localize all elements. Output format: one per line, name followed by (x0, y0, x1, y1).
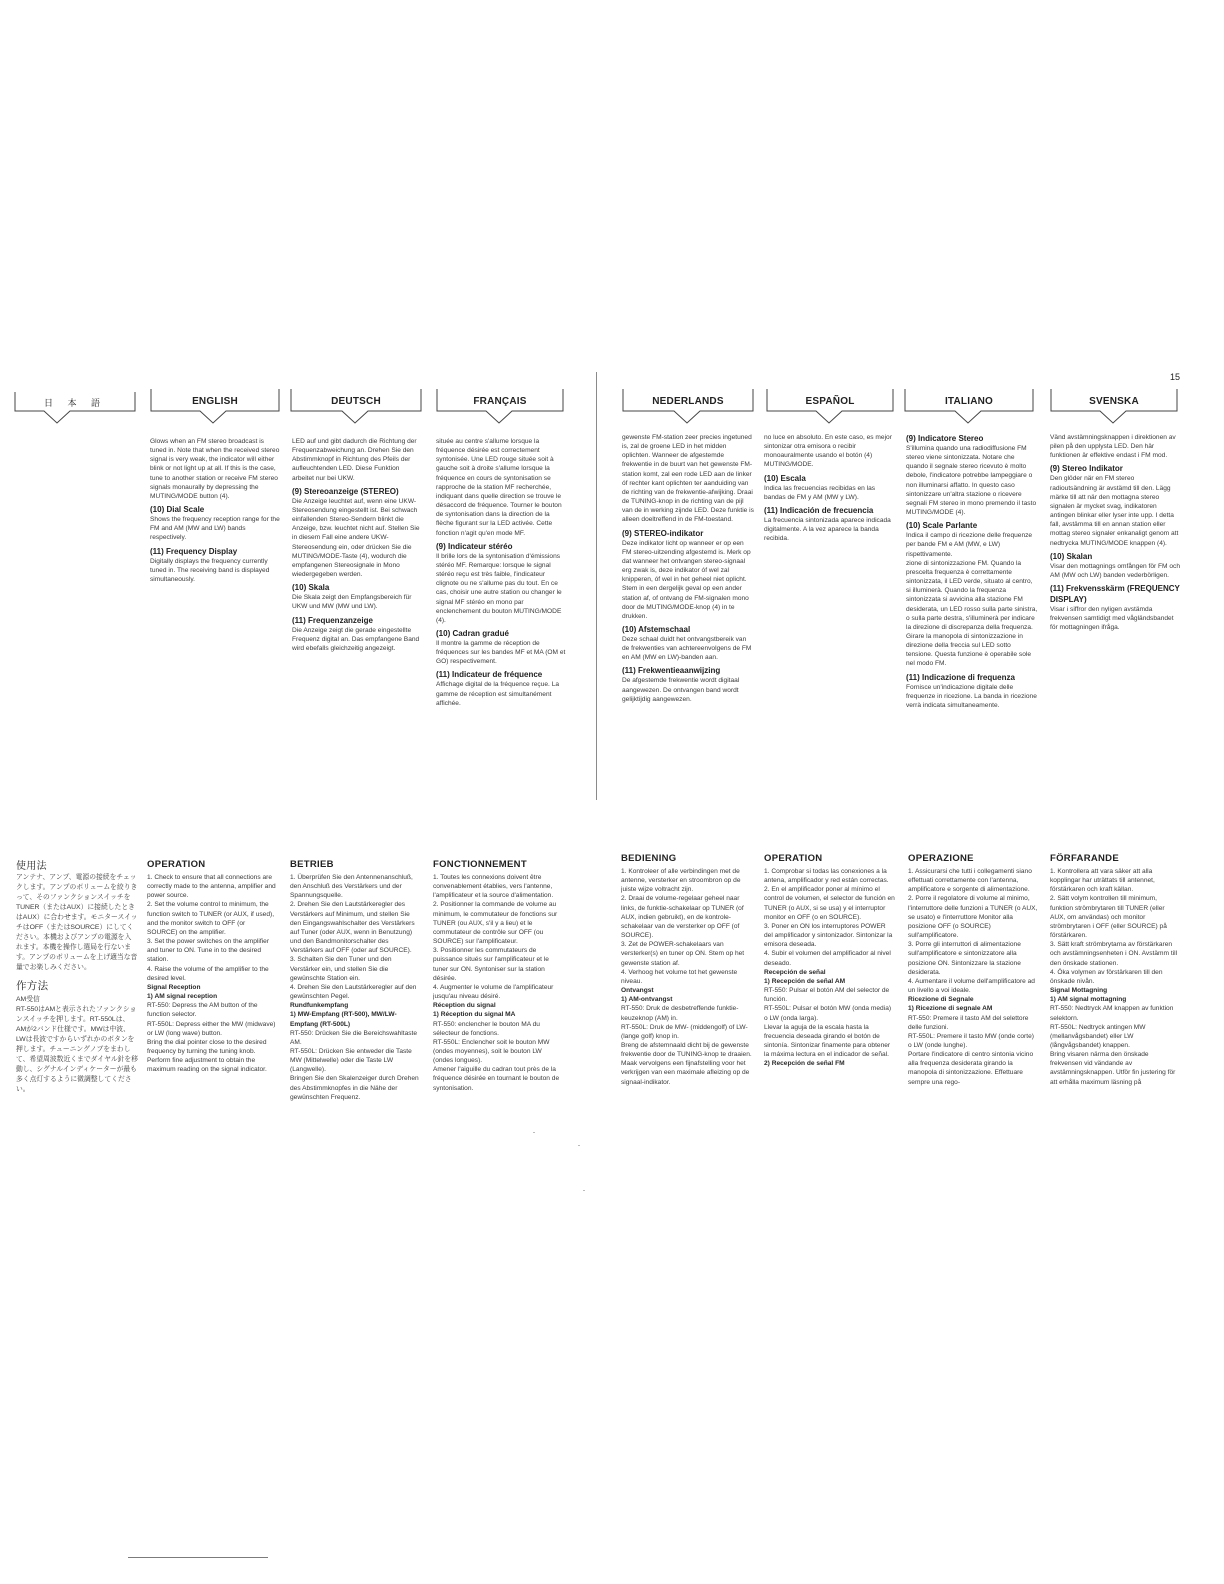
tab-label: NEDERLANDS (652, 396, 724, 407)
section-title-operation-jp: 作方法 (16, 980, 49, 992)
tab-svenska (1050, 389, 1178, 429)
step-4: 4. Augmenter le volume de l'amplificateur jusqu'au niveau désiré. (433, 983, 554, 1001)
subheading: 2) Recepción de señal FM (764, 1060, 845, 1068)
page-divider (596, 372, 597, 800)
step-2: 2. En el amplificador poner al mínimo el control de volumen, el selector de función en TUNER (o AUX, si se usa) y el interruptor monitor en OFF (o en SOURCE). (764, 886, 895, 921)
step-4: 4. Raise the volume of the amplifier to the desired level. (147, 965, 269, 982)
top-column-francais (436, 437, 566, 797)
page-number: 15 (1170, 372, 1181, 382)
heading-indicatore-stereo: (9) Indicatore Stereo (906, 434, 984, 443)
top-column-italiano (906, 433, 1038, 803)
tab-label: ITALIANO (944, 396, 994, 407)
step-3: 3. Zet de POWER-schakelaars van versterker(s) en tuner op ON. Stem op het gewenste station af. (621, 941, 745, 967)
paragraph: Glows when an FM stereo broadcast is tuned in. Note that when the received stereo signal is very weak, the indicator will either blink or not light up at all. If this is the case, tune to another station or receive FM stereo signals monaurally by depressing the MUTING/MODE button (4). (150, 438, 280, 500)
paragraph: Amener l'aiguille du cadran tout près de la fréquence désirée en tournant le bouton de syntonisation. (433, 1066, 560, 1092)
tab-frame (904, 389, 1034, 425)
bottom-column-deutsch (290, 873, 420, 1163)
heading-scale-parlante: (10) Scale Parlante (906, 521, 978, 531)
paragraph: Digitally displays the frequency currently tuned in. The receiving band is displayed simultaneously. (150, 557, 270, 583)
paragraph: LED auf und gibt dadurch die Richtung der Frequenzabweichung an. Drehen Sie den Abstimmknopf in Richtung des Pfeils der aufleuchtenden LED. Diese Funktion arbeitet nur bei UKW. (292, 438, 417, 482)
section-title-english: OPERATION (147, 859, 206, 870)
paragraph: RT-550: Nedtryck AM knappen av funktion selektorn. (1050, 1005, 1174, 1022)
step-4: 4. Öka volymen av förstärkaren till den önskade nivån. (1050, 968, 1163, 985)
step-2: 2. Positionner la commande de volume au minimum, le commutateur de fonctions sur TUNER (ou AUX, s'il y a lieu) et le commutateur de contrôle sur OFF (ou SOURCE) sur l'amplificateur. (433, 901, 558, 946)
paragraph: Portare l'indicatore di centro sintonia vicino alla frequenza desiderata girando la manopola di sintonizzazione. Effettuare sempre una rego- (908, 1051, 1034, 1086)
step-2: 2. Porre il regolatore di volume al minimo, l'interruttore delle funzioni a TUNER (o AUX, se usato) e l'interruttore Monitor alla posizione OFF (o SOURCE) sull'amplificatore. (908, 895, 1038, 940)
subheading: 1) AM signal mottagning (1050, 996, 1127, 1004)
top-column-espanol (764, 433, 894, 633)
paragraph: RT-550L: Premere il tasto MW (onde corte) o LW (onde lunghe). (908, 1032, 1034, 1049)
paragraph: Die Anzeige leuchtet auf, wenn eine UKW-Stereosendung eingestellt ist. Bei schwach einfallenden Stereo-Sendern blinkt die Anzeige, bzw. leuchtet nicht auf. Stellen Sie in diesem Fall eine andere UKW-Stereosendung ein, oder drücken Sie die MUTING/MODE-Taste (4), wodurch die empfangenen Stereosignale in Mono wiedergegeben werden. (292, 497, 420, 579)
paragraph: RT-550: Drücken Sie die Bereichswahltaste AM. (290, 1029, 418, 1046)
bottom-column-espanol (764, 867, 896, 1157)
paragraph: Die Anzeige zeigt die gerade eingestellte Frequenz digital an. Das empfangene Band wird ebefalls gleichzeitig angezeigt. (292, 626, 420, 652)
section-title-francais: FONCTIONNEMENT (433, 859, 527, 870)
bottom-column-italiano (908, 867, 1038, 1157)
paragraph: RT-550L: Druk de MW- (middengolf) of LW- (lange golf) knop in. (621, 1023, 748, 1040)
heading-indicacion-frecuencia: (11) Indicación de frecuencia (764, 505, 874, 515)
heading-stereo-indikator: (9) Stereo Indikator (1050, 464, 1123, 474)
scan-speck (578, 1145, 580, 1146)
step-2: 2. Drehen Sie den Lautstärkeregler des Verstärkers auf Minimum, und stellen Sie den Eingangswahlschalter des Verstärkers auf Tuner (oder AUX, wenn in Benutzung) und den Bandmonitorschalter des Verstärkers auf OFF (oder auf SOURCE). (290, 901, 415, 955)
paragraph: S'illumina quando una radiodiffusione FM stereo viene sintonizzata. Notare che quando il segnale stereo ricevuto è molto debole, l'indicatore potrebbe lampeggiare o non illuminarsi affatto. In questo caso sintonizzare un'altra stazione o ricevere segnali FM stereo in mono premendo il tasto MUTING/MODE (4). (906, 445, 1037, 517)
subheading: 1) MW-Empfang (RT-500), MW/LW-Empfang (RT-500L) (290, 1011, 397, 1028)
step-2: 2. Set the volume control to minimum, the function switch to TUNER (or AUX, if used), and the monitor switch to OFF (or SOURCE) on the amplifier. (147, 901, 275, 936)
heading-escala: (10) Escala (764, 473, 806, 483)
scan-speck (583, 1190, 585, 1191)
tab-english (150, 389, 280, 429)
heading-indicateur-frequence: (11) Indicateur de fréquence (436, 670, 543, 680)
tab-label: SVENSKA (1089, 396, 1139, 407)
paragraph: RT-550: Pulsar el botón AM del selector de función. (764, 987, 890, 1004)
paragraph: RT-550: enclencher le bouton MA du sélecteur de fonctions. (433, 1020, 540, 1037)
bottom-column-japanese (16, 873, 138, 1163)
tab-frame (150, 389, 280, 425)
margin-rule (128, 1557, 268, 1558)
paragraph: Llevar la aguja de la escala hasta la frecuencia deseada girando el botón de sintonía. Sintonizar finamente para obtener la máxima lectura en el indicador de señal. (764, 1023, 891, 1059)
subheading: Signal Mottagning (1050, 987, 1108, 995)
step-3: 3. Poner en ON los interruptores POWER del amplificador y sintonizador. Sintonizar la emisora deseada. (764, 922, 893, 949)
step-1: 1. Assicurarsi che tutti i collegamenti siano effettuati correttamente con l'antenna, amplificatore e sorgente di alimentazione. (908, 868, 1032, 894)
paragraph: Deze schaal duidt het ontvangstbereik van de frekwenties van achtereenvolgens de FM en AM (MW en LW)-banden aan. (622, 635, 752, 662)
heading-stereo-indikator: (9) STEREO-indikator (622, 528, 704, 538)
subheading: 1) AM-ontvangst (621, 996, 673, 1004)
step-4: 4. Verhoog het volume tot het gewenste niveau. (621, 968, 738, 985)
tab-espanol (766, 389, 894, 429)
paragraph: zione di sintonizzazione FM. Quando la prescelta frequenza è correttamente sintonizzata, il LED verde, situato al centro, si illuminerà. Quando la frequenza sintonizzata si avvicina alla stazione FM desiderata, un LED rosso sulla parte sinistra, o sulla parte destra, s'illuminerà per indicare la direzione di discrepanza della frequenza. Girare la manopola di sintonizzazione in direzione della freccia sul LED sotto tensione. Questa funzione è operabile sole nel modo FM. (906, 559, 1038, 668)
paragraph: RT-550L: Drücken Sie entweder die Taste MW (Mittelwelle) oder die Taste LW (Langwelle). (290, 1047, 412, 1074)
section-title-deutsch: BETRIEB (290, 859, 334, 870)
step-1: 1. Kontrollera att vara säker att alla kopplingar har uträttats till antennet, förstärkaren och kraft källan. (1050, 868, 1155, 894)
tab-japanese (14, 389, 136, 429)
paragraph: Indica il campo di ricezione delle frequenze per bande FM e AM (MW, e LW) rispettivamente. (906, 532, 1033, 558)
tab-francais (436, 389, 564, 429)
section-title-nederlands: BEDIENING (621, 853, 677, 864)
step-1: 1. Comprobar si todas las conexiones a la antena, amplificador y red están correctas. (764, 868, 889, 885)
subheading: 1) Réception du signal MA (433, 1011, 516, 1019)
tab-nederlands (622, 389, 754, 429)
paragraph: Il montre la gamme de réception de fréquences sur les bandes MF et MA (OM et GO) respectivement. (436, 639, 566, 666)
paragraph: Shows the frequency reception range for the FM and AM (MW and LW) bands respectively. (150, 516, 280, 542)
section-title-italiano: OPERAZIONE (908, 853, 974, 864)
step-4: 4. Aumentare il volume dell'amplificatore ad un livello a voi ideale. (908, 977, 1035, 995)
step-3: 3. Porre gli interruttori di alimentazione sull'amplificatore e sintonizzatore alla posizione ON. Sintonizzare la stazione desiderata. (908, 941, 1021, 976)
heading-frekwentieaanwijzing: (11) Frekwentieaanwijzing (622, 666, 721, 676)
tab-label: FRANÇAIS (473, 396, 527, 407)
paragraph: RT-550: Druk de desbetreffende funktie-keuzeknop (AM) in. (621, 1005, 739, 1022)
tab-label: DEUTSCH (331, 396, 381, 407)
paragraph: RT-550L: Pulsar el botón MW (onda media) o LW (onda larga). (764, 1005, 892, 1022)
subheading: Signal Reception (147, 983, 201, 991)
paragraph: RT-550L: Nedtryck antingen MW (mellanvågsbandet) eller LW (långvågsbandet) knappen. (1050, 1023, 1146, 1049)
bottom-column-svenska (1050, 867, 1180, 1157)
paragraph: Breng de afstemnaald dicht bij de gewenste frekwentie door de TUNING-knop te draaien. Maak vervolgens een fijnafstelling voor het verkrijgen van een maximale afleizing op de signaal-indikator. (621, 1041, 752, 1086)
paragraph: Visar den mottagnings omfången för FM och AM (MW och LW) banden vederbörligen. (1050, 562, 1180, 579)
step-1: 1. Überprüfen Sie den Antennenanschluß, den Anschluß des Verstärkers und der Spannungsquelle. (290, 874, 413, 900)
step-2: 2. Draai de volume-regelaar geheel naar links, de funktie-schakelaar op TUNER (of AUX, indien gebruikt), en de kontrole-schakelaar van de versterker op OFF (of SOURCE). (621, 895, 744, 940)
heading-indicateur-stereo: (9) Indicateur stéréo (436, 541, 513, 551)
step-4: 4. Subir el volumen del amplificador al nivel deseado. (764, 950, 891, 967)
paragraph: Visar i siffror den nyligen avstämda frekvensen samtidigt med vågländsbandet för mottagningen ifråga. (1050, 606, 1174, 632)
paragraph: située au centre s'allume lorsque la fréquence désirée est correctement syntonisée. Une LED rouge située soit à gauche soit à droite s'allume lorsque la fréquence en cours de syntonisation se rapproche de la station MF recherchée, indiquant dans quelle direction se trouve le désaccord de fréquence. Tourner le bouton de syntonisation dans la direction de la flèche figurant sur la LED activée. Cette fonction n'agit qu'en mode MF. (436, 438, 562, 537)
step-4: 4. Drehen Sie den Lautstärkeregler auf den gewünschten Pegel. (290, 983, 417, 1001)
heading-afstemschaal: (10) Afstemschaal (622, 624, 691, 634)
top-column-deutsch (292, 437, 422, 737)
paragraph: Bringen Sie den Skalenzeiger durch Drehen des Abstimmknopfes in die Nähe der gewünschten Frequenz. (290, 1075, 419, 1101)
paragraph: Fornisce un'indicazione digitale delle frequenze in ricezione. La banda in ricezione verrà indicata simultaneamente. (906, 683, 1037, 709)
subheading: 1) AM signal reception (147, 993, 218, 1001)
tab-frame (766, 389, 894, 425)
tab-frame (436, 389, 564, 425)
step-3: 3. Schalten Sie den Tuner und den Verstärker ein, und stellen Sie die gewünschte Station ein. (290, 956, 392, 982)
scan-speck (533, 1132, 535, 1133)
bottom-column-nederlands (621, 867, 753, 1157)
top-column-english (150, 437, 280, 647)
subheading: Recepción de señal (764, 968, 826, 976)
tab-frame (1050, 389, 1178, 425)
paragraph: gewenste FM-station zeer precies ingetuned is, zal de groene LED in het midden oplichten. Wanneer de afgestemde frekwentie in de buurt van het gewenste FM-station komt, zal een rode LED aan de linker óf rechter kant oplichten ter aanduiding van de richting van de frekwentie-afwijking. Draai de TUNING-knop in de richting van de pijl van de in werking zijnde LED. Deze funktie is alleen doeltreffend in de FM-toestand. (622, 434, 754, 524)
subheading: 1) Ricezione di segnale AM (908, 1005, 993, 1013)
tab-italiano (904, 389, 1034, 429)
tab-label: ENGLISH (192, 396, 238, 407)
tab-label: ESPAÑOL (805, 396, 855, 407)
tab-deutsch (290, 389, 422, 429)
step-1: 1. Toutes les connexions doivent être convenablement établies, vers l'antenne, l'amplificateur et la source d'alimentation. (433, 874, 554, 900)
paragraph: Deze indikator licht op wanneer er op een FM stereo-uitzending afgestemd is. Merk op dat wanneer het ontvangen stereo-signaal erg zwak is, deze indikator óf wel zal knipperen, óf wel in het geheel niet oplicht. Stem in een dergelijk geval op een ander station af, of ontvang de FM-signalen mono door de MUTING/MODE-knop (4) in te drukken. (622, 539, 751, 620)
heading-frequenzanzeige: (11) Frequenzanzeige (292, 615, 373, 625)
heading-dial-scale: (10) Dial Scale (150, 505, 205, 515)
section-title-espanol: OPERATION (764, 853, 823, 864)
heading-skala: (10) Skala (292, 583, 330, 593)
bottom-column-francais (433, 873, 563, 1163)
subheading: Ontvangst (621, 987, 654, 995)
step-3: 3. Positionner les commutateurs de puissance situés sur l'amplificateur et le tuner sur ON. Syntoniser sur la station désirée. (433, 947, 549, 982)
heading-frequency-display: (11) Frequency Display (150, 546, 238, 556)
paragraph: Die Skala zeigt den Empfangsbereich für UKW und MW (MW und LW). (292, 594, 412, 611)
step-2: 2. Sätt volym kontrollen till minimum, funktion strömbrytaren till TUNER (eller AUX, om användas) och monitor strömbrytaren i OFF (eller SOURCE) på förstärkaren. (1050, 895, 1167, 940)
paragraph: RT-550はAMと表示されたファンクションスイッチを押します。RT-550Lは、AMが2バンド仕様です。MWは中波、LWは長波ですからいずれかのボタンを押します。チューニングノブをまわして、希望周波数近くまでダイヤル針を移動し、シグナルインディケーターが最も多く点灯するように微調整してください。 (16, 1006, 138, 1093)
bottom-column-english (147, 873, 277, 1163)
heading-cadran-gradue: (10) Cadran gradué (436, 628, 509, 638)
step-1: 1. Kontroleer of alle verbindingen met de antenne, versterker en stroombron op de juiste wijze voltracht zijn. (621, 868, 741, 894)
section-title-svenska: FÖRFARANDE (1050, 853, 1119, 864)
subheading: 1) Recepción de señal AM (764, 977, 846, 985)
paragraph: Bring the dial pointer close to the desired frequency by turning the tuning knob. Perform fine adjustment to obtain the maximum reading on the signal indicator. (147, 1038, 267, 1074)
step-3: 3. Set the power switches on the amplifier and tuner to ON. Tune in to the desired station. (147, 938, 270, 964)
paragraph: Bring visaren närma den önskade frekvensen vid vändande av avstämningsknappen. Utför fin justering för att erhålla maximum läsning på (1050, 1051, 1176, 1086)
tab-frame (290, 389, 422, 425)
subheading: Réception du signal (433, 1002, 496, 1010)
top-column-svenska (1050, 433, 1180, 673)
heading-skalan: (10) Skalan (1050, 551, 1093, 561)
step-1: 1. Check to ensure that all connections are correctly made to the antenna, amplifier and power source. (147, 874, 276, 900)
paragraph: Vänd avstämningsknappen i direktionen av pilen på den upplysta LED. Den här funktionen är effektive endast i FM mod. (1050, 434, 1176, 460)
paragraph: Indica las frecuencias recibidas en las bandas de FM y AM (MW y LW). (764, 484, 876, 501)
subheading: AM受信 (16, 996, 40, 1003)
heading-frekvensskarm: (11) Frekvensskärm (FREQUENCY DISPLAY) (1050, 584, 1180, 605)
section-title-japanese: 使用法 (16, 861, 47, 872)
step-3: 3. Sätt kraft strömbrytarna av förstärkaren och avstämningsenheten i ON. Avstämm till den önskade stationen. (1050, 941, 1178, 967)
paragraph: Den glöder när en FM stereo radioutsändning är avstämd till den. Lägg märke till att när den mottagna stereo signalen är mycket svag, indikatoren antingen blinkar eller lyser inte upp. I detta fall, avstämma till en annan station eller mottag stereo signaler enkanaligt genom att nedtrycka MUTING/MODE knappen (4). (1050, 475, 1179, 547)
paragraph: La frecuencia sintonizada aparece indicada digitalmente. A la vez aparece la banda recibida. (764, 516, 891, 543)
paragraph: アンテナ、アンプ、電源の接続をチェックします。アンプのボリュームを絞りきって、そのファンクションスイッチをTUNER（またはAUX）に接続したときはAUX）に合わせます。モニタースイッチはOFF（またはSOURCE）にしてください。本機およびアンプの電源を入れます。本機を操作し選局を行ないます。アンプのボリュームを上げ適当な音量でお楽しみください。 (16, 874, 138, 971)
paragraph: RT-550L: Depress either the MW (midwave) or LW (long wave) button. (147, 1020, 276, 1037)
subheading: Ricezione di Segnale (908, 996, 974, 1004)
paragraph: Affichage digital de la fréquence reçue. La gamme de réception est simultanément affichée. (436, 681, 560, 707)
subheading: Rundfunkempfang (290, 1002, 349, 1010)
tab-label: 日 本 語 (43, 398, 106, 408)
paragraph: De afgestemde frekwentie wordt digitaal aangewezen. De ontvangen band wordt gelijktijdig aangewezen. (622, 677, 740, 703)
top-column-nederlands (622, 433, 754, 803)
paragraph: RT-550L: Enclencher soit le bouton MW (ondes moyennes), soit le bouton LW (ondes longues). (433, 1038, 550, 1065)
paragraph: no luce en absoluto. En este caso, es mejor sintonizar otra emisora o recibir monoauralmente usando el botón (4) MUTING/MODE. (764, 434, 892, 469)
paragraph: Il brille lors de la syntonisation d'émissions stéréo MF. Remarque: lorsque le signal stéréo reçu est très faible, l'indicateur clignote ou ne s'allume pas du tout. En ce cas, choisir une autre station ou changer le signal MF stéréo en mono par enclenchement du bouton MUTING/MODE (4). (436, 552, 562, 624)
tab-frame (622, 389, 754, 425)
paragraph: RT-550: Premere il tasto AM del selettore delle funzioni. (908, 1014, 1029, 1031)
heading-stereoanzeige: (9) Stereoanzeige (STEREO) (292, 486, 399, 496)
paragraph: RT-550: Depress the AM button of the function selector. (147, 1002, 258, 1019)
heading-indicazione-frequenza: (11) Indicazione di frequenza (906, 672, 1015, 682)
